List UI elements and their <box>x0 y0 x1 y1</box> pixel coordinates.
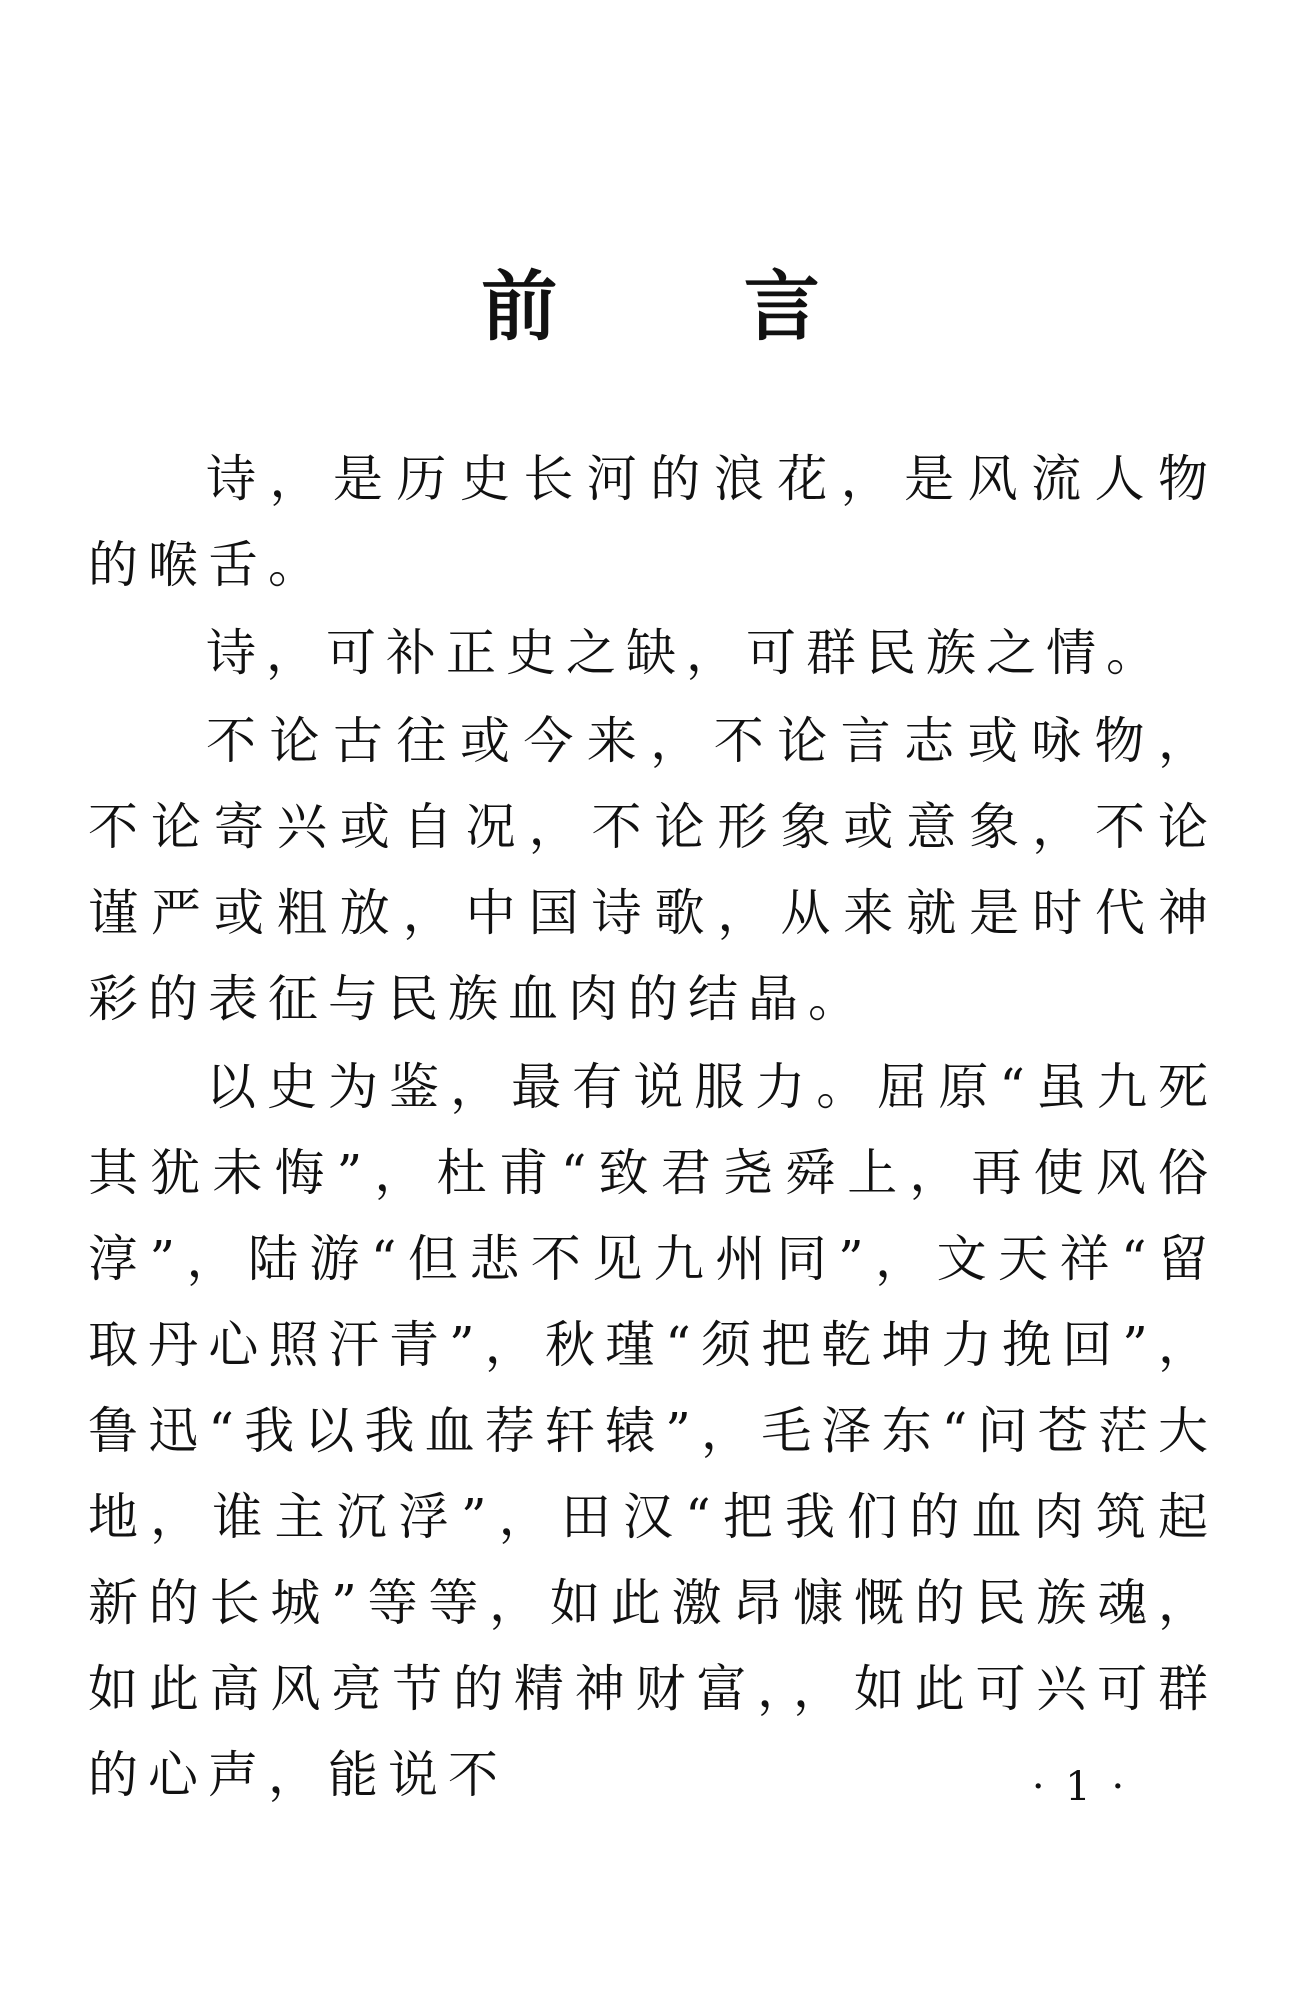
paragraph-2: 诗，可补正史之缺，可群民族之情。 <box>206 624 1166 682</box>
paragraph-4: 以史为鉴，最有说服力。屈原“虽九死其犹未悔”，杜甫“致君尧舜上，再使风俗淳”，陆游“但悲不见九州同”，文天祥“留取丹心照汗青”，秋瑾“须把乾坤力挽回”，鲁迅“我以我血荐轩辕”，毛泽东“问苍茫大地，谁主沉浮”，田汉“把我们的血肉筑起新的长城”等等，如此激昂慷慨的民族魂，如此高风亮节的精神财富，，如此可兴可群的心声，能说不 <box>88 1058 1218 1804</box>
page-number: · 1 · <box>1031 1764 1129 1810</box>
paragraph-1: 诗，是历史长河的浪花，是风流人物的喉舌。 <box>88 450 1218 594</box>
body-text <box>88 436 1218 1820</box>
paragraph-3: 不论古往或今来，不论言志或咏物，不论寄兴或自况，不论形象或意象，不论谨严或粗放，中国诗歌，从来就是时代神彩的表征与民族血肉的结晶。 <box>88 712 1218 1028</box>
page-title: 前 言 <box>481 262 900 351</box>
